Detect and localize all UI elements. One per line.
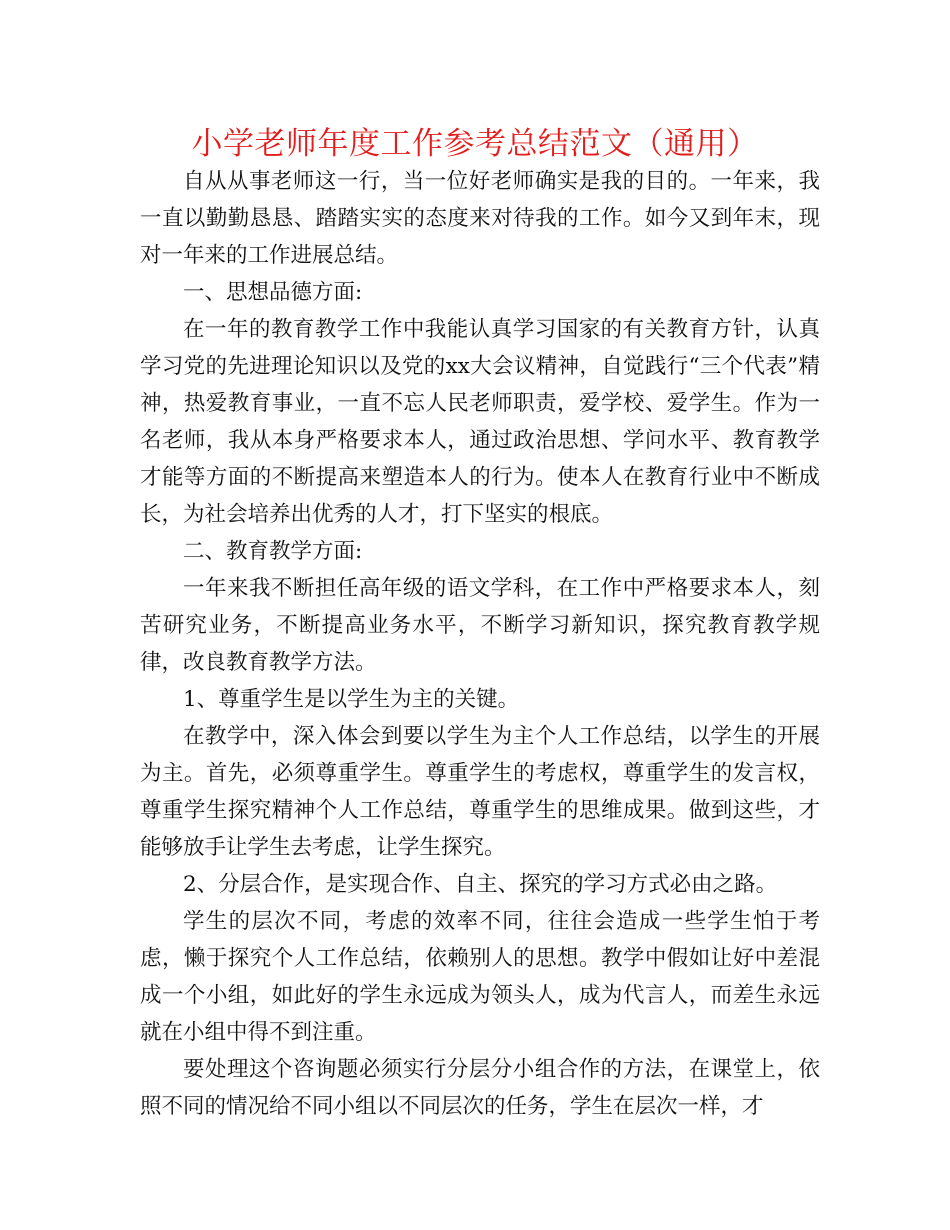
paragraph: 自从从事老师这一行，当一位好老师确实是我的目的。一年来，我一直以勤勤恳恳、踏踏实实的态度来对待我的工作。如今又到年末，现对一年来的工作进展总结。 <box>140 169 820 268</box>
section-heading: 一、思想品德方面: <box>183 280 363 305</box>
paragraph: 一年来我不断担任高年级的语文学科，在工作中严格要求本人，刻苦研究业务，不断提高业务水平，不断学习新知识，探究教育教学规律，改良教育教学方法。 <box>140 576 820 675</box>
document-title: 小学老师年度工作参考总结范文（通用） <box>191 126 759 162</box>
paragraph: 在一年的教育教学工作中我能认真学习国家的有关教育方针，认真学习党的先进理论知识以及党的xx大会议精神，自觉践行“三个代表”精神，热爱教育事业，一直不忘人民老师职责，爱学校、爱学生。作为一名老师，我从本身严格要求本人，通过政治思想、学问水平、教育教学才能等方面的不断提高来塑造本人的行为。使本人在教育行业中不断成长，为社会培养出优秀的人才，打下坚实的根底。 <box>140 317 820 527</box>
subsection-heading: 2、分层合作，是实现合作、自主、探究的学习方式必由之路。 <box>183 872 778 897</box>
paragraph: 要处理这个咨询题必须实行分层分小组合作的方法，在课堂上，依照不同的情况给不同小组以不同层次的任务，学生在层次一样，才 <box>140 1057 820 1119</box>
paragraph: 学生的层次不同，考虑的效率不同，往往会造成一些学生怕于考虑，懒于探究个人工作总结，依赖别人的思想。教学中假如让好中差混成一个小组，如此好的学生永远成为领头人，成为代言人，而差生永远就在小组中得不到注重。 <box>140 909 820 1045</box>
paragraph: 在教学中，深入体会到要以学生为主个人工作总结，以学生的开展为主。首先，必须尊重学生。尊重学生的考虑权，尊重学生的发言权，尊重学生探究精神个人工作总结，尊重学生的思维成果。做到这些，才能够放手让学生去考虑，让学生探究。 <box>140 724 820 860</box>
section-heading: 二、教育教学方面: <box>183 539 363 564</box>
subsection-heading: 1、尊重学生是以学生为主的关键。 <box>183 687 520 712</box>
document-body <box>140 163 820 1125</box>
